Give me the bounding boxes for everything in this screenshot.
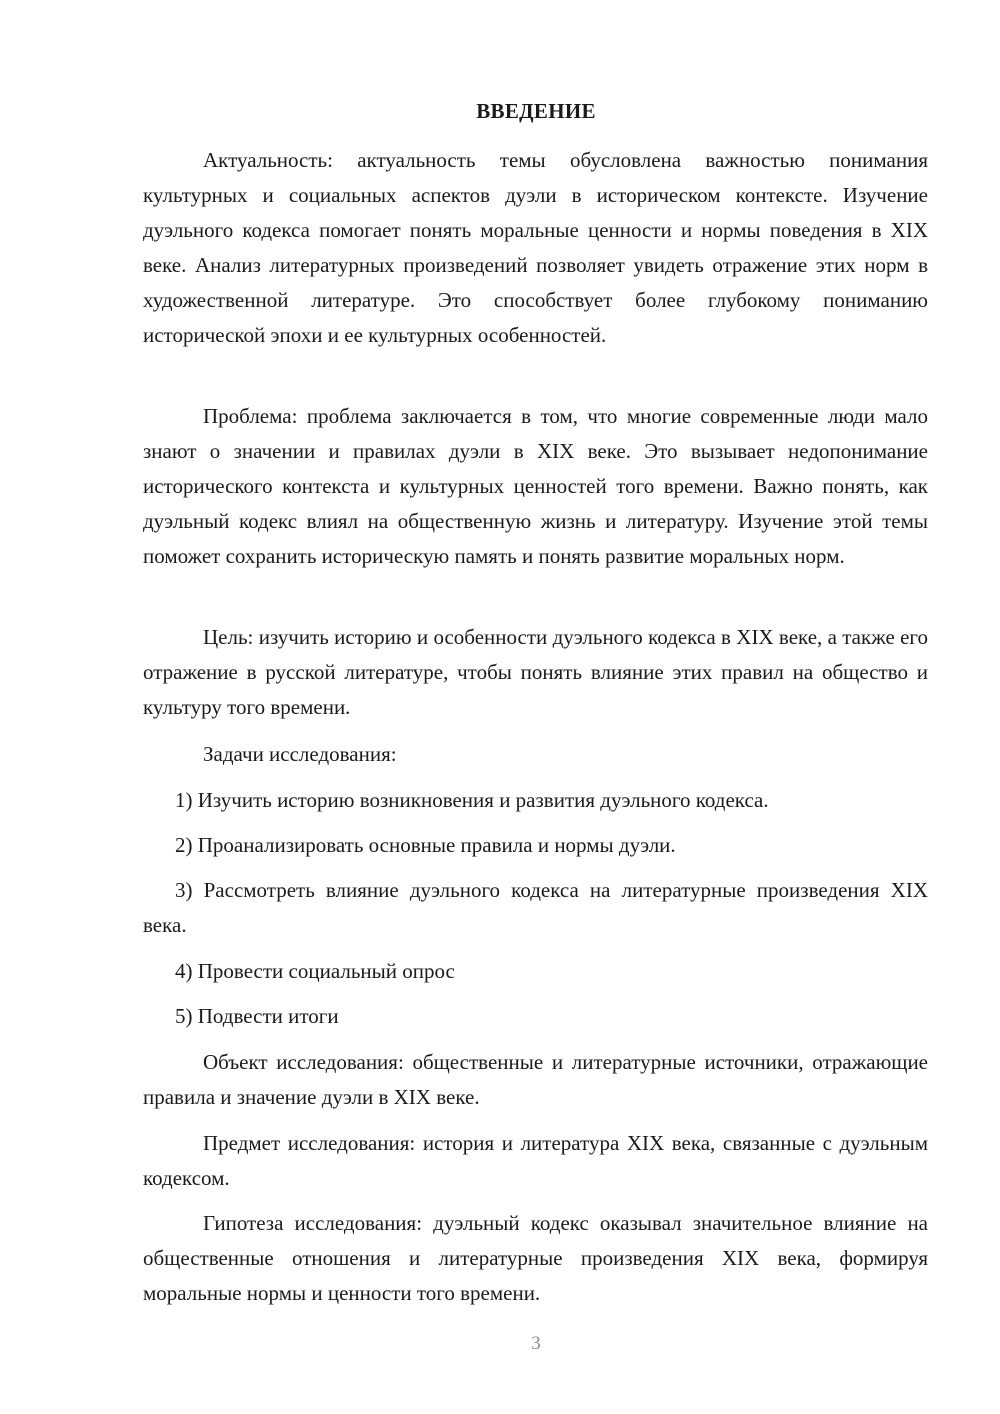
relevance-paragraph: Актуальность: актуальность темы обусловлена важностью понимания культурных и социальных аспектов дуэли в историческом контексте. Изучение дуэльного кодекса помогает понять моральные ценности и нормы поведения в XIX веке. Анализ литературных произведений позволяет увидеть отражение этих норм в художественной литературе. Это способствует более глубокому пониманию исторической эпохи и ее культурных особенностей. bbox=[143, 148, 928, 347]
task-item-5: 5) Подвести итоги bbox=[175, 1004, 339, 1028]
page-number: 3 bbox=[531, 1333, 541, 1354]
goal-paragraph: Цель: изучить историю и особенности дуэльного кодекса в XIX веке, а также его отражение в русской литературе, чтобы понять влияние этих правил на общество и культуру того времени. bbox=[143, 625, 928, 719]
tasks-heading: Задачи исследования: bbox=[203, 742, 397, 766]
subject-paragraph: Предмет исследования: история и литература XIX века, связанные с дуэльным кодексом. bbox=[143, 1131, 928, 1190]
task-item-2: 2) Проанализировать основные правила и нормы дуэли. bbox=[175, 833, 676, 857]
problem-paragraph: Проблема: проблема заключается в том, что многие современные люди мало знают о значении и правилах дуэли в XIX веке. Это вызывает недопонимание исторического контекста и культурных ценностей того времени. Важно понять, как дуэльный кодекс влиял на общественную жизнь и литературу. Изучение этой темы поможет сохранить историческую память и понять развитие моральных норм. bbox=[143, 404, 928, 568]
object-paragraph: Объект исследования: общественные и литературные источники, отражающие правила и значение дуэли в XIX веке. bbox=[143, 1050, 928, 1109]
section-heading: ВВЕДЕНИЕ bbox=[476, 99, 596, 123]
task-item-3: 3) Рассмотреть влияние дуэльного кодекса на литературные произведения XIX века. bbox=[143, 878, 928, 937]
hypothesis-paragraph: Гипотеза исследования: дуэльный кодекс оказывал значительное влияние на общественные отношения и литературные произведения XIX века, формируя моральные нормы и ценности того времени. bbox=[143, 1211, 928, 1305]
task-item-4: 4) Провести социальный опрос bbox=[175, 959, 455, 983]
task-item-1: 1) Изучить историю возникновения и развития дуэльного кодекса. bbox=[175, 788, 769, 812]
